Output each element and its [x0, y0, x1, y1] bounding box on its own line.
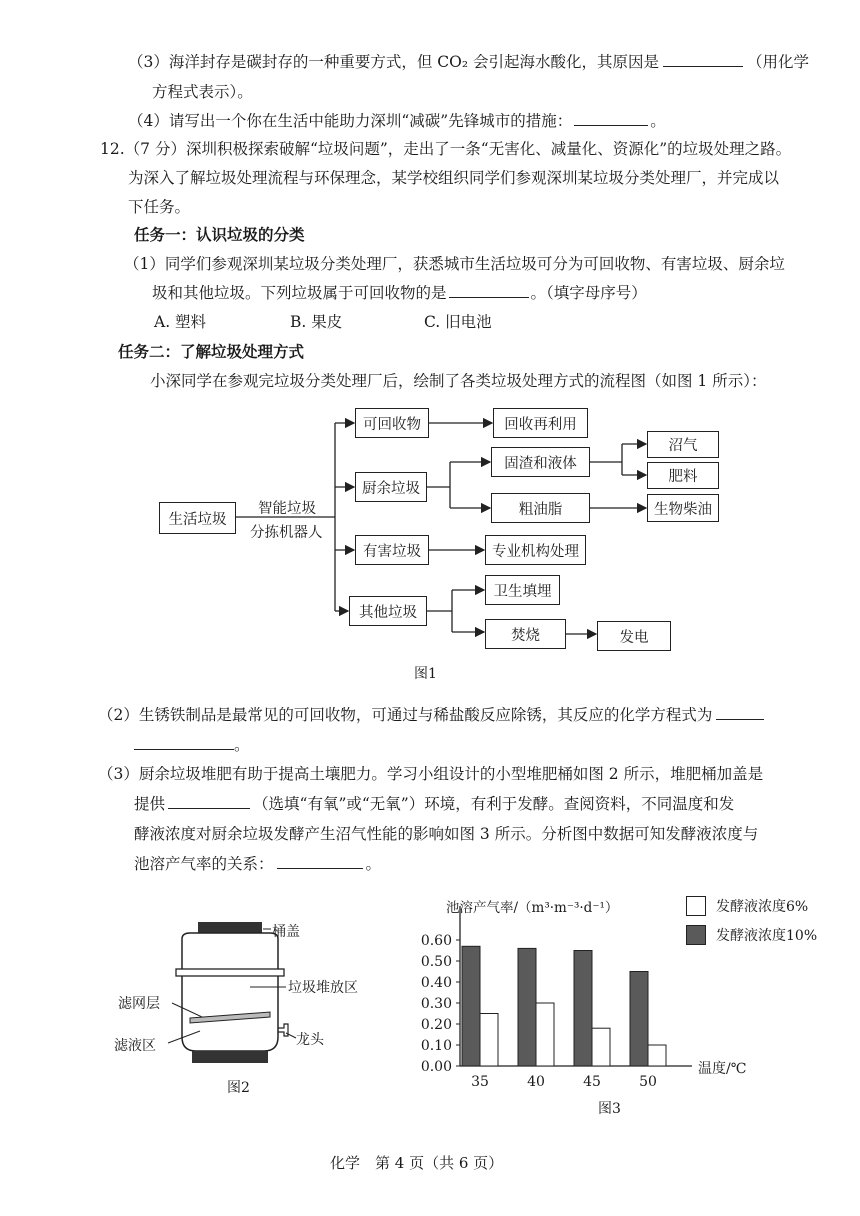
- q2-line2: 。: [134, 733, 250, 755]
- flow-incinerate-box: 焚烧: [485, 619, 566, 649]
- task1-q1-line2: 圾和其他垃圾。下列垃圾属于可回收物的是 。（填字母序号）: [152, 284, 647, 302]
- flow-robot-label-1: 智能垃圾: [258, 501, 316, 517]
- answer-blank[interactable]: [574, 124, 648, 126]
- y-tick-label: 0.40: [420, 975, 452, 991]
- flow-hazard-box: 有害垃圾: [355, 535, 429, 565]
- bar-6pct-45: [592, 1028, 610, 1066]
- legend-label-10pct: 发酵液浓度10%: [716, 928, 818, 944]
- answer-blank[interactable]: [716, 718, 764, 720]
- y-tick-label: 0.50: [420, 954, 452, 970]
- flow-landfill-box: 卫生填埋: [485, 575, 560, 605]
- figure2-caption: 图2: [227, 1080, 250, 1096]
- chart-ylabel: 池溶产气率/（m³·m⁻³·d⁻¹）: [446, 900, 619, 916]
- legend-item-6pct: [686, 896, 817, 916]
- flow-biogas-box: 沼气: [647, 431, 719, 458]
- bar-6pct-35: [480, 1014, 498, 1067]
- flow-recyclable-box: 可回收物: [355, 408, 429, 438]
- flow-hazard-out-box: 专业机构处理: [485, 535, 586, 565]
- bar-10pct-35: [462, 946, 480, 1066]
- flow-other-box: 其他垃圾: [349, 596, 427, 626]
- flow-fertilizer-box: 肥料: [647, 462, 719, 489]
- q12-intro-line2: 为深入了解垃圾处理流程与环保理念，某学校组织同学们参观深圳某垃圾分类处理厂，并完成以: [128, 169, 780, 187]
- q3-line2: 提供 （选填“有氧”或“无氧”）环境，有利于发酵。查阅资料，不同温度和发: [134, 795, 735, 813]
- task2-heading: 任务二：了解垃圾处理方式: [118, 342, 305, 361]
- flow-kitchen-box: 厨余垃圾: [355, 472, 427, 502]
- legend-swatch-6pct: [686, 896, 706, 916]
- legend-swatch-10pct: [686, 925, 706, 945]
- q3-line4: 池溶产气率的关系： 。: [134, 855, 382, 873]
- bin-liquid-label: 滤液区: [114, 1038, 156, 1054]
- y-tick-label: 0.00: [420, 1059, 452, 1075]
- chart-legend: [686, 896, 817, 945]
- q2-line1: （2）生锈铁制品是最常见的可回收物，可通过与稀盐酸反应除锈，其反应的化学方程式为: [98, 703, 764, 725]
- page-footer: 化学 第 4 页（共 6 页）: [330, 1154, 504, 1172]
- y-tick-label: 0.20: [420, 1017, 452, 1033]
- q12-intro-line3: 下任务。: [128, 198, 191, 216]
- figure3-caption: 图3: [598, 1101, 621, 1117]
- x-tick-label: 35: [471, 1074, 489, 1090]
- bin-faucet-label: 龙头: [296, 1032, 324, 1048]
- flow-start-box: 生活垃圾: [159, 502, 236, 534]
- bin-storage-label: 垃圾堆放区: [288, 980, 358, 996]
- bar-10pct-40: [518, 948, 536, 1066]
- flow-solid-liquid-box: 固渣和液体: [491, 447, 590, 477]
- bin-base: [192, 1051, 268, 1063]
- option-c: C. 旧电池: [424, 313, 492, 331]
- x-tick-label: 50: [639, 1074, 657, 1090]
- y-tick-label: 0.60: [420, 933, 452, 949]
- q12-intro-line1: 12.（7 分）深圳积极探索破解“垃圾问题”，走出了一条“无害化、减量化、资源化”的垃圾处理之路。: [100, 140, 792, 158]
- legend-item-10pct: [686, 925, 817, 945]
- q11-p3-line2: 方程式表示）。: [152, 83, 253, 101]
- figure1-caption: 图1: [414, 666, 437, 682]
- option-b: B. 果皮: [290, 313, 343, 331]
- bin-filter-label: 滤网层: [118, 996, 160, 1012]
- flow-crude-oil-box: 粗油脂: [491, 493, 590, 523]
- q11-p4: （4）请写出一个你在生活中能助力深圳“减碳”先锋城市的措施： 。: [128, 112, 666, 130]
- task1-heading: 任务一：认识垃圾的分类: [134, 225, 305, 244]
- answer-blank[interactable]: [134, 748, 234, 750]
- q3-line1: （3）厨余垃圾堆肥有助于提高土壤肥力。学习小组设计的小型堆肥桶如图 2 所示，堆肥桶加盖是: [98, 765, 764, 783]
- q3-line3: 酵液浓度对厨余垃圾发酵产生沼气性能的影响如图 3 所示。分析图中数据可知发酵液浓度与: [134, 825, 759, 843]
- bar-6pct-40: [536, 1003, 554, 1066]
- flow-recycle-out-box: 回收再利用: [493, 408, 588, 438]
- y-tick-label: 0.30: [420, 996, 452, 1012]
- x-tick-label: 40: [527, 1074, 545, 1090]
- option-a: A. 塑料: [154, 313, 207, 331]
- q11-p3-line1: （3）海洋封存是碳封存的一种重要方式，但 CO₂ 会引起海水酸化，其原因是 （用化学: [128, 53, 810, 71]
- bin-lid-label: 桶盖: [272, 924, 300, 940]
- figure3-chart: [400, 890, 830, 1120]
- legend-label-6pct: 发酵液浓度6%: [716, 899, 809, 915]
- chart-xlabel: 温度/℃: [698, 1061, 747, 1077]
- bar-6pct-50: [648, 1045, 666, 1066]
- bar-10pct-50: [630, 972, 648, 1067]
- bar-10pct-45: [574, 951, 592, 1067]
- flow-intro: 小深同学在参观完垃圾分类处理厂后，绘制了各类垃圾处理方式的流程图（如图 1 所示）：: [150, 372, 767, 390]
- flow-power-box: 发电: [597, 621, 671, 651]
- y-tick-label: 0.10: [420, 1038, 452, 1054]
- task1-q1-line1: （1）同学们参观深圳某垃圾分类处理厂，获悉城市生活垃圾可分为可回收物、有害垃圾、厨余垃: [124, 255, 785, 273]
- answer-blank[interactable]: [449, 296, 529, 298]
- figure2-compost-bin: [100, 905, 390, 1105]
- flow-robot-label-2: 分拣机器人: [250, 525, 323, 541]
- answer-blank[interactable]: [277, 867, 363, 869]
- answer-blank[interactable]: [663, 65, 743, 67]
- flow-biodiesel-box: 生物柴油: [647, 494, 719, 522]
- answer-blank[interactable]: [168, 807, 250, 809]
- x-tick-label: 45: [583, 1074, 601, 1090]
